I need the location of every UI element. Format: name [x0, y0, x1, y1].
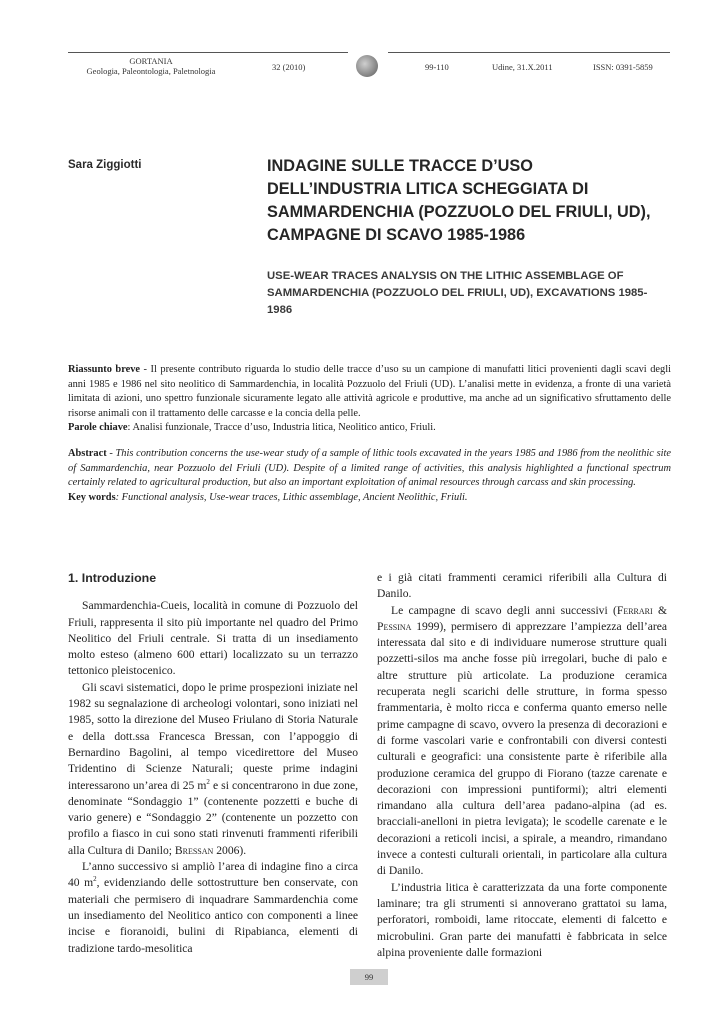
journal-name: GORTANIA — [129, 56, 173, 66]
page-number: 99 — [350, 969, 388, 985]
riassunto-text: - Il presente contributo riguarda lo studio delle tracce d’uso su un campione di manufatti litici provenienti dagli scavi degli anni 1985 e 1986 nel sito neolitico di Sammardenchia, in località Pozzuolo del Friuli (UD). L’analisi mette in evidenza, a fronte di una varietà limitata di azioni, uno spettro funzionale sicuramente legato alle attività agricole e produttive, ma anche ad un significativo sfruttamento delle risorse animali con il trattamento delle carcasse e la concia della pelle. — [68, 364, 671, 419]
body-column-right — [377, 570, 667, 961]
header-rule-left — [68, 52, 348, 53]
journal-header — [70, 56, 232, 76]
body-text: e si concentrarono in due zone, denominate “Sondaggio 1” (contenente pozzetti e buche di vario genere) e “Sondaggio 2” (contenente un pozzetto con profilo a fiasco in cui sono stati rinvenuti frammenti riferibili alla Cultura di Danilo; — [68, 778, 358, 857]
issn: ISSN: 0391-5859 — [593, 62, 653, 72]
body-column-left — [68, 568, 358, 957]
body-paragraph-3-continued: e i già citati frammenti ceramici riferibili alla Cultura di Danilo. — [377, 571, 667, 601]
citation: Bressan — [174, 843, 214, 857]
riassunto-paragraph — [68, 363, 671, 421]
section-title: 1. Introduzione — [68, 571, 157, 585]
abstract-text: - This contribution concerns the use-wear study of a sample of lithic tools excavated in the years 1985 and 1986 from the neolithic site of Sammardenchia, near Pozzuolo del Friuli (UD). Despite of a limited range of activities, this analysis highlighted a functional spectrum certainly related to agricultural production, but also an important exploitation of animal resources through carcass and skin processing. — [68, 448, 671, 488]
body-text: 1999), permisero di apprezzare l’ampiezza dell’area interessata dal sito e di individuare numerose strutture quali pozzetti-silos ma anche fosse più irregolari, buche di palo e altre strutture più articolate. La produzione ceramica recuperata negli scarichi delle strutture, in forma spesso frammentaria, è molto ricca e conferma quanto emerso nelle prime campagne di scavo, ovvero la presenza di decorazioni e di forme vascolari varie e confrontabili con diversi contesti culturali e geografici: una consistente parte è riferibile alla produzione ceramica del gruppo di Fiorano (tazze carenate e decorazioni con impressioni puntiformi); altri elementi rimandano alla cultura dell’area padano-alpina (ad es. bracciali-anelloni in pietra levigata); le scodelle carenate e le decorazioni a reticoli incisi, a spirale, a meandro, rimandano invece a contesti culturali orientali, in particolare alla cultura di Danilo. — [377, 619, 667, 878]
riassunto-label: Riassunto breve — [68, 364, 141, 375]
header-rule-right — [388, 52, 670, 53]
riassunto-block — [68, 363, 671, 436]
body-paragraph-4 — [377, 603, 667, 880]
abstract-paragraph — [68, 447, 671, 491]
parole-chiave-paragraph — [68, 421, 671, 436]
parole-chiave-text: : Analisi funzionale, Tracce d’uso, Industria litica, Neolitico antico, Friuli. — [127, 422, 436, 433]
abstract-label: Abstract — [68, 448, 107, 459]
body-text: Gli scavi sistematici, dopo le prime prospezioni iniziate nel 1982 su segnalazione di archeologi volontari, sono iniziati nel 1985, sotto la direzione del Museo Friulano di Storia Naturale e della dott.ssa Francesca Bressan, con l’appoggio di Bernardino Bagolini, al tempo vicedirettore del Museo Tridentino di Scienze Naturali; queste prime indagini interessarono un’area di 25 m — [68, 680, 358, 792]
citation: Pessina — [377, 619, 412, 633]
key-words-text: : Functional analysis, Use-wear traces, Lithic assemblage, Ancient Neolithic, Friuli. — [115, 491, 468, 503]
title-italian: INDAGINE SULLE TRACCE D’USO DELL’INDUSTRIA LITICA SCHEGGIATA DI SAMMARDENCHIA (POZZUOLO DEL FRIULI, UD), CAMPAGNE DI SCAVO 1985-1986 — [267, 157, 651, 244]
body-paragraph-3 — [68, 859, 358, 957]
body-paragraph-5: L’industria litica è caratterizzata da una forte componente laminare; tra gli strumenti si annoverano grattatoi su lama, perforatori, romboidi, lame ritoccate, elementi di falcetto e microbulini. Gran parte dei manufatti è fabbricata in selce alpina proveniente dalle formazioni — [377, 880, 667, 959]
body-paragraph-2 — [68, 680, 358, 859]
journal-volume: 32 (2010) — [272, 62, 306, 72]
publication-place-date: Udine, 31.X.2011 — [492, 62, 553, 72]
body-paragraph-1: Sammardenchia-Cueis, località in comune di Pozzuolo del Friuli, rappresenta il sito più importante nel quadro del Primo Neolitico del Friuli centrale. Si tratta di un insediamento molto esteso (almeno 600 ettari) localizzato su un terrazzo tettonico pleistocenico. — [68, 599, 358, 678]
journal-logo-icon — [356, 55, 378, 77]
body-text: 2006). — [213, 843, 247, 857]
title-english: USE-WEAR TRACES ANALYSIS ON THE LITHIC ASSEMBLAGE OF SAMMARDENCHIA (POZZUOLO DEL FRIULI, UD), EXCAVATIONS 1985-1986 — [267, 270, 648, 316]
body-text: & — [652, 603, 668, 617]
body-text: L’anno successivo si ampliò l’area di indagine fino a circa 40 m — [68, 860, 358, 890]
superscript: 2 — [206, 777, 210, 786]
abstract-block — [68, 447, 671, 505]
body-text: Le campagne di scavo degli anni successivi ( — [391, 603, 617, 617]
author-name: Sara Ziggiotti — [68, 159, 142, 171]
body-text: , evidenziando delle sottostrutture ben conservate, con materiali che permisero di inquadrare Sammardenchia come un insediamento del Neolitico antico con componenti a linee incise e fioranoidi, bulini di Ripabianca, elementi di tradizione tardo-mesolitica — [68, 876, 358, 955]
key-words-paragraph — [68, 491, 671, 506]
key-words-label: Key words — [68, 491, 116, 503]
parole-chiave-label: Parole chiave — [68, 422, 128, 433]
superscript: 2 — [93, 875, 97, 884]
article-pages: 99-110 — [425, 62, 449, 72]
journal-subtitle: Geologia, Paleontologia, Paletnologia — [86, 66, 216, 76]
citation: Ferrari — [616, 603, 653, 617]
